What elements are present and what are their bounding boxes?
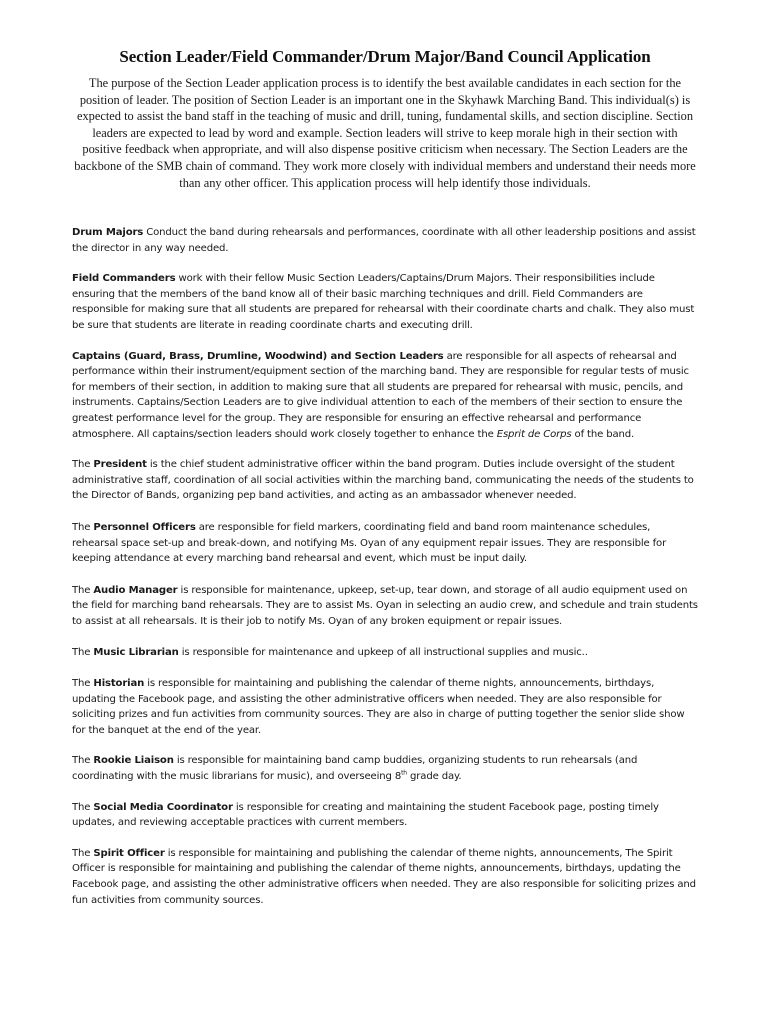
role-prefix: The (72, 755, 94, 767)
role-name: Spirit Officer (93, 847, 165, 859)
role-description: is responsible for creating and maintaining the student Facebook page, posting timely updates, and reviewing acceptable practices with current members. (72, 801, 659, 829)
role-prefix: The (72, 847, 94, 859)
role-president (72, 457, 698, 504)
role-name: Audio Manager (93, 584, 178, 596)
role-prefix: The (72, 459, 94, 471)
role-captains (72, 349, 698, 443)
role-drum-majors (72, 225, 698, 256)
role-name: Rookie Liaison (93, 755, 174, 767)
role-field-commanders (72, 271, 698, 333)
role-name: Music Librarian (93, 647, 179, 659)
role-audio-manager (72, 583, 698, 630)
role-prefix: The (72, 678, 94, 690)
role-name: Historian (93, 678, 145, 690)
role-prefix: The (72, 521, 94, 533)
role-prefix: The (72, 801, 94, 813)
role-name: Social Media Coordinator (93, 801, 233, 813)
role-italic-phrase: Esprit de Corps (496, 428, 572, 440)
roles-list (72, 225, 698, 908)
role-music-librarian (72, 645, 698, 661)
role-spirit-officer (72, 846, 698, 908)
role-description-end: grade day. (406, 771, 462, 783)
intro-paragraph: The purpose of the Section Leader application process is to identify the best available candidates in each section for the position of leader. The position of Section Leader is an important one in the Skyhawk Marching Band. This individual(s) is expected to assist the band staff in the teaching of music and drill, tuning, fundamental skills, and section discipline. Section leaders are expected to lead by word and example. Section leaders will strive to keep morale high in their section with positive feedback when appropriate, and will also dispense positive criticism when necessary. The Section Leaders are the backbone of the SMB chain of command. They work more closely with individual members and understand their needs more than any other officer. This application process will help identify those individuals. (74, 76, 696, 190)
role-name: Captains (Guard, Brass, Drumline, Woodwind) and Section Leaders (72, 350, 444, 362)
role-description: is responsible for maintenance and upkeep of all instructional supplies and music.. (178, 647, 588, 659)
role-description: are responsible for field markers, coordinating field and band room maintenance schedules, rehearsal space set-up and break-down, and notifying Ms. Oyan of any equipment repair issues. They are responsible for keeping attendance at every marching band rehearsal and event, which must be input daily. (72, 521, 667, 565)
role-prefix: The (72, 584, 94, 596)
role-social-media-coordinator (72, 800, 698, 831)
role-prefix: The (72, 647, 94, 659)
role-name: Drum Majors (72, 227, 144, 238)
role-rookie-liaison (72, 753, 698, 784)
role-name: President (93, 459, 147, 471)
role-name: Personnel Officers (93, 521, 196, 533)
role-description: are responsible for all aspects of rehearsal and performance within their instrument/equipment section of the marching band. They are responsible for regular tests of music for members of their section, in addition to making sure that all students are prepared for rehearsal with music, pencils, and instruments. Captains/Section Leaders are to give individual attention to each of the members of their section to ensure the greatest performance level for the group. They are responsible for ensuring an effective rehearsal and performance atmosphere. All captains/section leaders should work closely together to enhance the (72, 350, 689, 440)
role-description: is responsible for maintaining and publishing the calendar of theme nights, announcements, birthdays, updating the Facebook page, and assisting the other administrative officers when needed. They are also responsible for soliciting prizes and fun activities from community sources. They are also in charge of putting together the senior slide show for the banquet at the end of the year. (72, 678, 685, 736)
role-description: Conduct the band during rehearsals and performances, coordinate with all other leadership positions and assist the director in any way needed. (72, 227, 696, 254)
role-description: is responsible for maintaining band camp buddies, organizing students to run rehearsals (and coordinating with the music librarians for music), and overseeing 8 (72, 755, 638, 783)
role-description: is responsible for maintaining and publishing the calendar of theme nights, announcements, The Spirit Officer is responsible for maintaining and publishing the calendar of theme nights, announcements, birthdays, updating the Facebook page, and assisting the other administrative officers when needed. They are also responsible for soliciting prizes and fun activities from community sources. (72, 847, 696, 906)
document-title: Section Leader/Field Commander/Drum Major/Band Council Application (119, 47, 651, 66)
role-personnel-officers (72, 520, 698, 567)
role-description-end: of the band. (571, 428, 635, 440)
role-description: work with their fellow Music Section Leaders/Captains/Drum Majors. Their responsibilities include ensuring that the members of the band know all of their basic marching techniques and drill. Field Commanders are responsible for making sure that all students are prepared for rehearsal with their coordinate charts and chalk. They also must be sure that students are literate in reading coordinate charts and executing drill. (72, 273, 695, 331)
role-description: is responsible for maintenance, upkeep, set-up, tear down, and storage of all audio equipment used on the field for marching band rehearsals. They are to assist Ms. Oyan in selecting an audio crew, and schedule and train students to assist at all rehearsals. It is their job to notify Ms. Oyan of any broken equipment or repair issues. (72, 584, 698, 627)
role-historian (72, 676, 698, 738)
role-name: Field Commanders (72, 273, 176, 285)
ordinal-superscript: th (401, 769, 407, 777)
role-description: is the chief student administrative officer within the band program. Duties include oversight of the student administrative staff, coordination of all social activities within the marching band, communicating the needs of the students to the Director of Bands, organizing pep band activities, and acting as an ambassador whenever needed. (72, 459, 694, 502)
